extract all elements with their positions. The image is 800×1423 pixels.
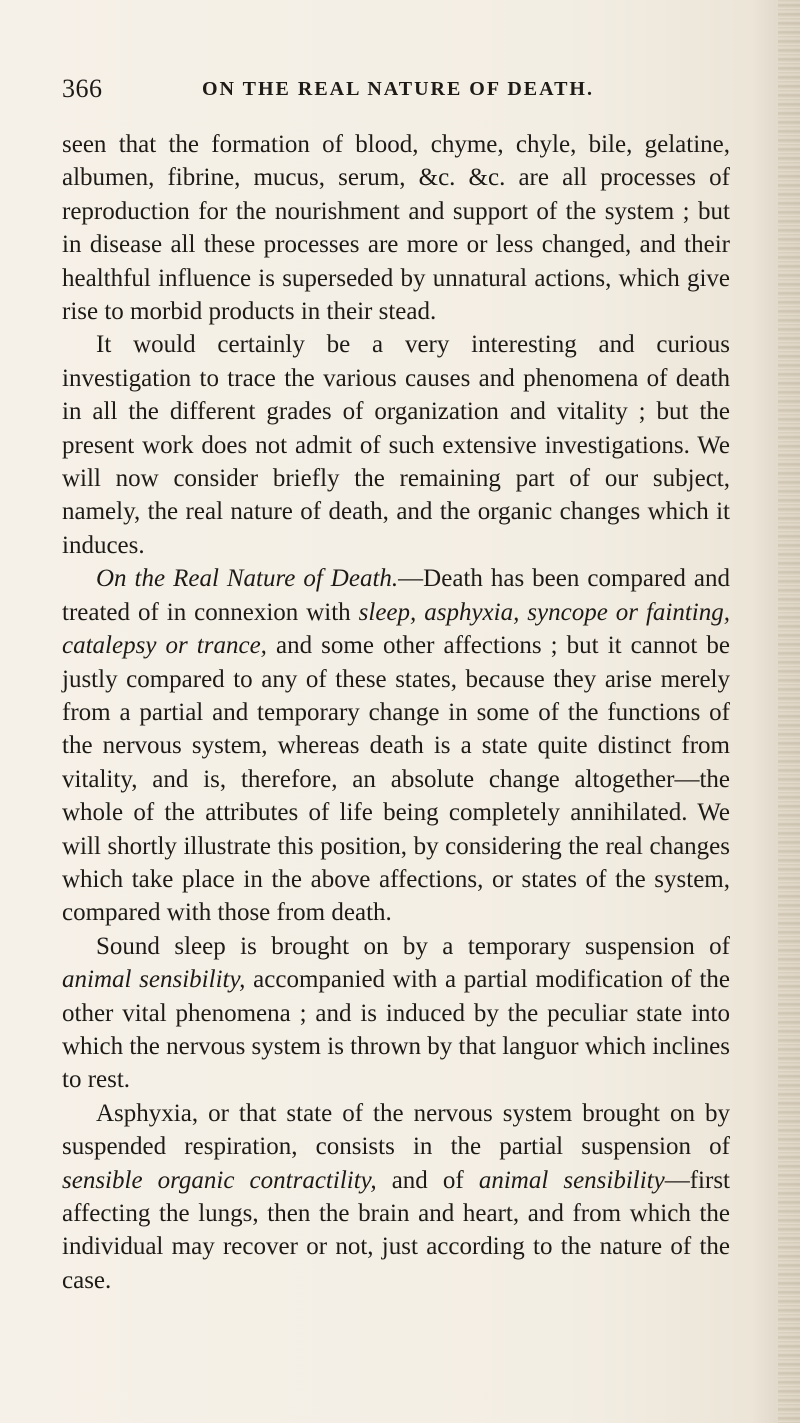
text-run: —Death has been compared and treated of in connexion with	[62, 565, 730, 626]
running-title: ON THE REAL NATURE OF DEATH.	[202, 78, 594, 100]
paragraph	[62, 128, 730, 328]
page-header	[62, 74, 732, 114]
text-run: It would certainly be a very interesting and curious investigation to trace the various causes and phenomena of death in all the different grades of organization and vitality ; but the present work does not admit of such extensive investigations. We will now consider briefly the remaining part of our subject, namely, the real nature of death, and the organic changes which it induces.	[62, 331, 730, 559]
italic-term: sleep, asphyxia, syncope or fainting, catalepsy or trance,	[62, 598, 730, 660]
italic-term: animal sensibility	[478, 1166, 665, 1194]
section-heading: On the Real Nature of Death.	[96, 565, 399, 593]
page-number: 366	[62, 74, 103, 103]
text-run: Asphyxia, or that state of the nervous system brought on by suspended respiration, consists in the partial suspension of	[62, 1099, 730, 1161]
paragraph	[62, 562, 730, 929]
italic-term: sensible organic contractility,	[62, 1166, 377, 1194]
italic-term: animal sensibility,	[62, 966, 246, 994]
paragraph	[62, 1097, 730, 1297]
text-run: seen that the formation of blood, chyme, chyle, bile, gelatine, albumen, fibrine, mucus, serum, &c. &c. are all processes of reproduction for the nourishment and support of the system ; but in disease all these processes are more or less changed, and their healthful influence is superseded by unnatural actions, which give rise to morbid products in their stead.	[62, 131, 730, 326]
text-run: and some other affections ; but it cannot be justly compared to any of these states, because they arise merely from a partial and temporary change in some of the functions of the nervous system, whereas death is a state quite distinct from vitality, and is, therefore, an absolute change altogether—the whole of the attributes of life being completely annihilated. We will shortly illustrate this position, by considering the real changes which take place in the above affections, or states of the system, compared with those from death.	[62, 632, 730, 927]
text-run: Sound sleep is brought on by a temporary suspension of	[96, 932, 730, 960]
page-edge-shadow	[778, 0, 800, 1423]
paragraph	[62, 930, 730, 1097]
text-run: accompanied with a partial modification of the other vital phenomena ; and is induced by the peculiar state into which the nervous system is thrown by that languor which inclines to rest.	[62, 966, 730, 1094]
paragraph	[62, 328, 730, 562]
text-run: and of	[376, 1166, 479, 1194]
body-text	[62, 128, 730, 1297]
text-run: —first affecting the lungs, then the brain and heart, and from which the individual may recover or not, just according to the nature of the case.	[62, 1166, 731, 1294]
